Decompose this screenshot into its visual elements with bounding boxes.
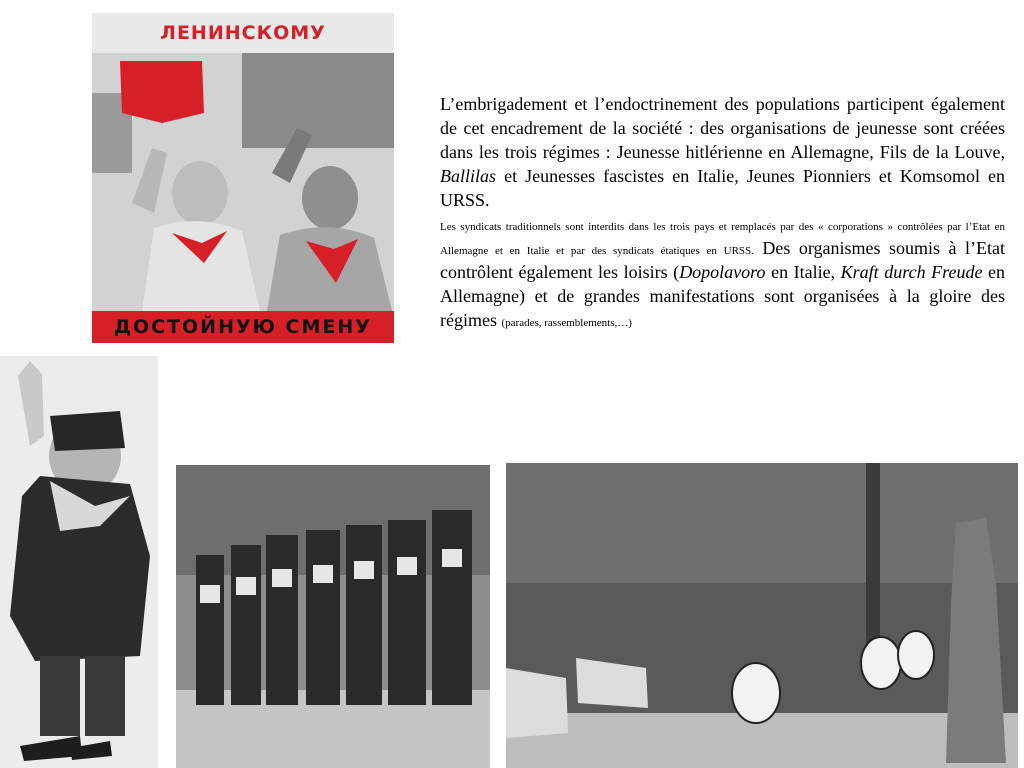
parades-note: (parades, rassemblements,…) bbox=[501, 317, 632, 329]
poster-title: ЛЕНИНСКОМУ bbox=[92, 13, 394, 53]
marching-youth-photo bbox=[176, 465, 490, 768]
ballilas-term: Ballilas bbox=[440, 166, 497, 186]
red-flag bbox=[120, 61, 204, 123]
poster-footer: ДОСТОЙНУЮ СМЕНУ bbox=[92, 311, 394, 343]
syndicates-note: Les syndicats traditionnels sont interdits dans les trois pays et remplacés par des « corporations » contrôlées par l’Etat en Allemagne et en Italie et par des syndicats étatiques en URSS. bbox=[440, 221, 1005, 257]
paragraph-youth-organizations: L’embrigadement et l’endoctrinement des populations participent également de cet encadrement de la société : des organisations de jeunesse sont créées dans les trois régimes : Jeunesse hitlérienne en Allemagne, Fils de la Louve, Ballilas et Jeunesses fascistes en Italie, Jeunes Pionniers et Komsomol en URSS. bbox=[440, 94, 1005, 210]
saluting-boy-photo bbox=[0, 356, 158, 768]
dopolavoro-term: Dopolavoro bbox=[679, 262, 766, 282]
main-text bbox=[440, 92, 1005, 335]
youth-rally-photo bbox=[506, 463, 1018, 768]
kraft-durch-freude-term: Kraft durch Freude bbox=[840, 262, 983, 282]
poster-illustration bbox=[92, 53, 394, 311]
paragraph-syndicates-leisure: Les syndicats traditionnels sont interdits dans les trois pays et remplacés par des « corporations » contrôlées par l’Etat en Allemagne et en Italie et par des syndicats étatiques en URSS. Des organismes soumis à l’Etat contrôlent également les loisirs (Dopolavoro en Italie, Kraft durch Freude en Allemagne) et de grandes manifestations sont organisées à la gloire des régimes (parades, rassemblements,…) bbox=[440, 221, 1006, 330]
komsomol-poster bbox=[92, 13, 394, 343]
